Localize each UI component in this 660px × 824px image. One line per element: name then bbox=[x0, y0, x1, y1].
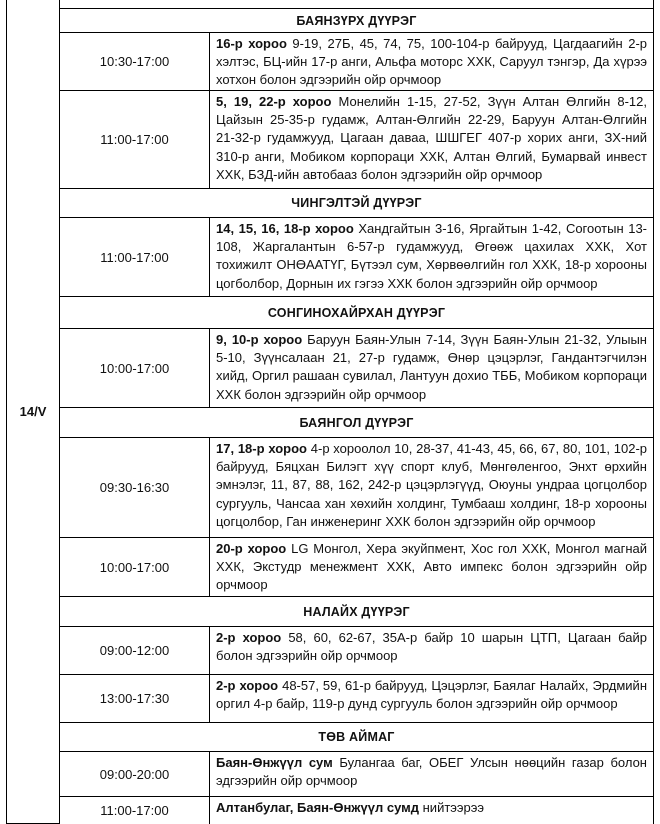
table-row bbox=[60, 438, 654, 538]
table-row bbox=[60, 0, 654, 9]
description-text: LG Монгол, Хера экуйпмент, Хос гол ХХК, Монгол магнай ХХК, Экстудр менежмент ХХК, Авто импекс болон эдгээрийн ойр орчмоор bbox=[216, 541, 647, 593]
time-range: 11:00-17:00 bbox=[100, 803, 169, 818]
time-cell bbox=[60, 91, 210, 188]
outage-schedule-table bbox=[6, 0, 654, 824]
time-range: 11:00-17:00 bbox=[100, 249, 169, 265]
description-cell bbox=[210, 752, 653, 796]
district-name: БАЯНГОЛ ДҮҮРЭГ bbox=[299, 415, 414, 430]
description-cell bbox=[210, 627, 653, 674]
description-text: Хандгайтын 3-16, Яргайтын 1-42, Согоотын 13-108, Жаргалантын 6-57-р гудамжууд, Өгөөж цахилах ХХК, Хот тохижилт ОНӨААТҮГ, Бүтээл сум, Хөрвөөлгийн гол ХХК, 18-р хорооны цогболбор, Дорнын их гэгээ ХХК болон эдгээрийн ойр орчмоор bbox=[216, 221, 647, 291]
district-header bbox=[60, 189, 654, 218]
khoroo-label: Алтанбулаг, Баян-Өнжүүл сумд bbox=[216, 800, 420, 815]
description-cell bbox=[210, 438, 653, 537]
description-cell bbox=[210, 91, 653, 188]
table-row bbox=[60, 752, 654, 797]
time-range: 10:30-17:00 bbox=[99, 54, 170, 69]
description-cell bbox=[210, 218, 653, 296]
description-text: Баруун Баян-Улын 7-14, Зүүн Баян-Улын 21-32, Улыын 5-10, Зүүнсалаан 21, 27-р гудамж, Өнөр цэцэрлэг, Гандантэгчилэн хийд, Оргил рашаан сувилал, Лантуун дохио ТББ, Мобиком корпораци ХХК болон эдгээрийн ойр орчмоор bbox=[216, 332, 647, 402]
district-header bbox=[60, 723, 654, 752]
description-text: 4-р хороолол 10, 28-37, 41-43, 45, 66, 67, 80, 101, 102-р байрууд, Бяцхан Билэгт хүү спорт клуб, Мөнгөленгоо, Энхт өрхийн эмнэлэг, 11, 87, 88, 162, 242-р цэцэрлэгүүд, Оюуны ундраа цогцолбор сургууль, Чансаа хан хөхийн холдинг, Тумбааш холдинг, 18-р хорооны цогцолбор, Ган инженеринг ХХК болон эдгээрийн ойр орчмоор bbox=[216, 441, 647, 529]
khoroo-label: 20-р хороо bbox=[216, 541, 287, 556]
date-cell bbox=[6, 0, 60, 824]
time-range: 10:00-17:00 bbox=[99, 360, 170, 376]
time-cell bbox=[60, 438, 210, 537]
khoroo-label: 14, 15, 16, 18-р хороо bbox=[216, 221, 354, 236]
time-cell bbox=[60, 218, 210, 296]
time-range: 13:00-17:30 bbox=[99, 691, 170, 706]
table-row bbox=[60, 329, 654, 408]
time-range: 11:00-17:00 bbox=[100, 132, 169, 147]
khoroo-label: 5, 19, 22-р хороо bbox=[216, 94, 332, 109]
description-cell bbox=[210, 329, 653, 407]
description-cell bbox=[210, 675, 653, 722]
description-cell bbox=[210, 33, 653, 90]
description-cell bbox=[210, 797, 653, 824]
description-text: Булангаа баг, ОБЕГ Улсын нөөцийн газар болон эдгээрийн ойр орчмоор bbox=[216, 755, 647, 789]
time-cell bbox=[60, 675, 210, 722]
time-range: 09:00-20:00 bbox=[99, 766, 170, 782]
table-row bbox=[60, 538, 654, 597]
table-row bbox=[60, 797, 654, 824]
description-text: 58, 60, 62-67, 35А-р байр 10 шарын ЦТП, Цагаан байр болон эдгээрийн ойр орчмоор bbox=[216, 630, 647, 664]
table-row bbox=[60, 33, 654, 91]
time-cell bbox=[60, 627, 210, 674]
time-range: 09:00-12:00 bbox=[99, 643, 170, 658]
time-cell bbox=[60, 329, 210, 407]
description-text: 48-57, 59, 61-р байрууд, Цэцэрлэг, Баялаг Налайх, Эрдмийн оргил 4-р байр, 119-р дунд сургууль болон эдгээрийн ойр орчмоор bbox=[216, 678, 647, 712]
description-cell bbox=[210, 538, 653, 596]
time-cell bbox=[60, 797, 210, 824]
khoroo-label: 2-р хороо bbox=[216, 678, 279, 693]
description-text: нийтээрээ bbox=[419, 800, 485, 815]
time-range: 09:30-16:30 bbox=[99, 480, 170, 495]
district-name: БАЯНЗҮРХ ДҮҮРЭГ bbox=[296, 13, 417, 28]
district-name: СОНГИНОХАЙРХАН ДҮҮРЭГ bbox=[267, 305, 446, 320]
khoroo-label: Баян-Өнжүүл сум bbox=[216, 755, 333, 770]
description-text: Монелийн 1-15, 27-52, Зүүн Алтан Өлгийн 8-12, Цайзын 25-35-р гудамж, Алтан-Өлгийн 22-29, Баруун Алтан-Өлгийн 21-32-р гудамжууд, Цагаан даваа, ШШГЕГ 407-р хорих анги, ЗХ-ний 310-р анги, Мобиком корпораци ХХК, Алтан Өлгий, Бумарвай инвест ХХК, БЗД-ийн автобааз болон эдгээрийн ойр орчмоор bbox=[216, 94, 647, 182]
district-name: ТӨВ АЙМАГ bbox=[318, 730, 395, 744]
time-cell bbox=[60, 538, 210, 596]
district-name: ЧИНГЭЛТЭЙ ДҮҮРЭГ bbox=[291, 196, 422, 210]
district-header bbox=[60, 297, 654, 329]
table-row bbox=[60, 218, 654, 297]
description-text: 9-19, 27Б, 45, 74, 75, 100-104-р байрууд, Цагдаагийн 2-р хэлтэс, БЦ-ийн 17-р анги, Альфа моторс ХХК, Саруул тэнгэр, Да хүрээ хотхон болон эдгээрийн ойр орчмоор bbox=[216, 36, 648, 88]
date-label: 14/V bbox=[19, 404, 47, 419]
district-header bbox=[60, 408, 654, 438]
khoroo-label: 16-р хороо bbox=[216, 36, 287, 51]
district-header bbox=[60, 597, 654, 627]
khoroo-label: 17, 18-р хороо bbox=[216, 441, 307, 456]
district-name: НАЛАЙХ ДҮҮРЭГ bbox=[303, 604, 410, 619]
khoroo-label: 2-р хороо bbox=[216, 630, 282, 645]
table-row bbox=[60, 627, 654, 675]
time-cell bbox=[60, 33, 210, 90]
khoroo-label: 9, 10-р хороо bbox=[216, 332, 303, 347]
time-cell bbox=[60, 752, 210, 796]
district-header bbox=[60, 9, 654, 33]
time-range: 10:00-17:00 bbox=[99, 559, 170, 575]
table-row bbox=[60, 91, 654, 189]
table-row bbox=[60, 675, 654, 723]
